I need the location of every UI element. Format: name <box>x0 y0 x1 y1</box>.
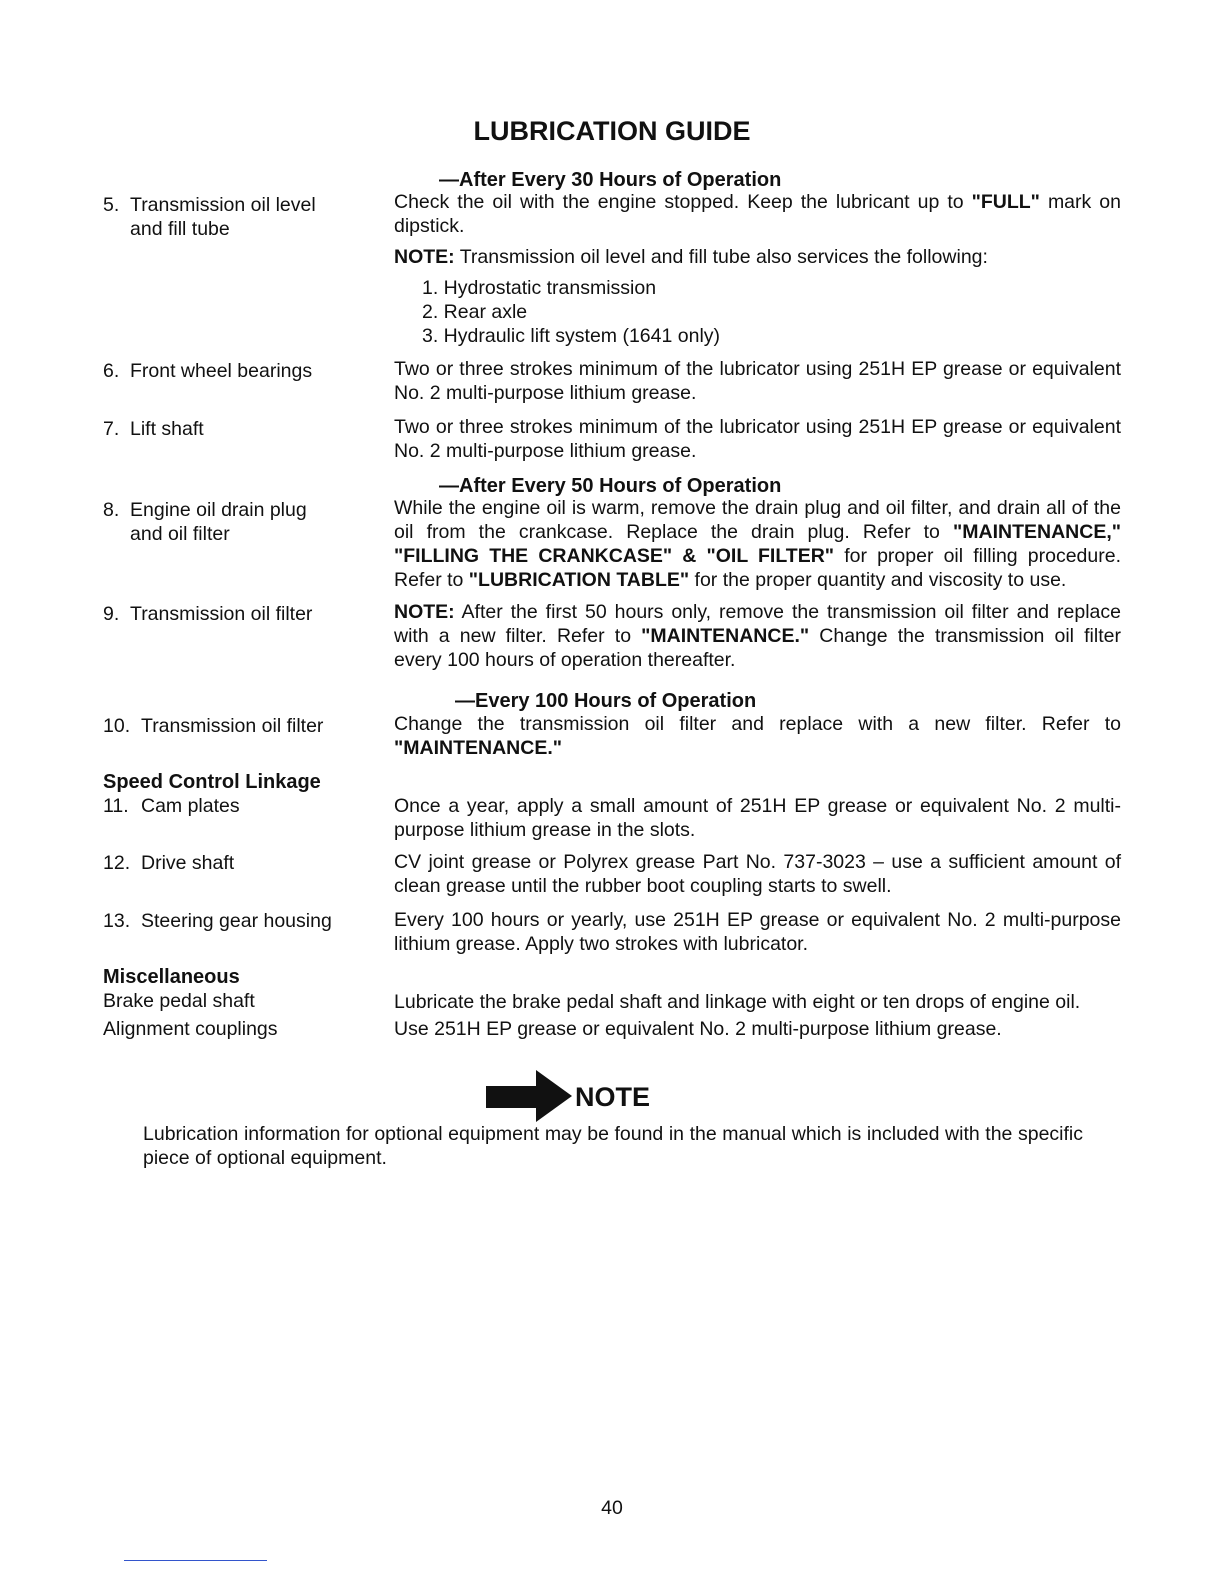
list-item: 3. Hydraulic lift system (1641 only) <box>422 325 721 347</box>
item-number: 5. <box>103 194 120 216</box>
item-label-line: Lift shaft <box>130 418 204 440</box>
item-9-description <box>394 600 1121 672</box>
services-list <box>422 276 1022 348</box>
emphasis-text: "LUBRICATION TABLE" <box>468 569 690 591</box>
item-10-label <box>103 714 363 738</box>
item-number: 6. <box>103 360 120 382</box>
item-6-description: Two or three strokes minimum of the lubricator using 251H EP grease or equivalent No. 2 multi-purpose lithium grease. <box>394 358 1121 404</box>
item-12-label <box>103 851 363 875</box>
text-run: mark on dipstick. <box>394 191 1121 237</box>
item-7-label <box>103 417 363 441</box>
note-text: Transmission oil level and fill tube also services the following: <box>454 246 988 268</box>
item-6-label <box>103 359 363 383</box>
item-label-line: and fill tube <box>130 218 230 240</box>
emphasis-text: "FULL" <box>971 191 1040 213</box>
note-text: Lubrication information for optional equipment may be found in the manual which is included with the specific piece of optional equipment. <box>143 1123 1083 1169</box>
emphasis-text: "MAINTENANCE." <box>641 625 810 647</box>
item-8-label <box>103 498 363 546</box>
group-heading-speed-control: Speed Control Linkage <box>103 771 321 793</box>
text-run: After the first 50 hours only, remove the transmission oil filter and replace with a new filter. Refer to <box>394 601 1121 647</box>
item-label-line: Steering gear housing <box>141 910 332 932</box>
item-12-description: CV joint grease or Polyrex grease Part No. 737-3023 – use a sufficient amount of clean grease until the rubber boot coupling starts to swell. <box>394 851 1121 897</box>
list-item: 2. Rear axle <box>422 301 528 323</box>
item-number: 9. <box>103 603 120 625</box>
item-13-label <box>103 909 363 933</box>
item-7-description: Two or three strokes minimum of the lubricator using 251H EP grease or equivalent No. 2 multi-purpose lithium grease. <box>394 416 1121 462</box>
note-heading: NOTE <box>575 1082 651 1112</box>
group-heading-miscellaneous: Miscellaneous <box>103 966 240 988</box>
item-13-description: Every 100 hours or yearly, use 251H EP grease or equivalent No. 2 multi-purpose lithium grease. Apply two strokes with lubricator. <box>394 909 1121 955</box>
brake-pedal-description: Lubricate the brake pedal shaft and linkage with eight or ten drops of engine oil. <box>394 991 1081 1013</box>
item-label-line: Transmission oil filter <box>141 715 324 737</box>
item-9-label <box>103 602 363 626</box>
item-8-description <box>394 496 1121 592</box>
item-label-line: Drive shaft <box>141 852 235 874</box>
item-5-label <box>103 193 363 241</box>
page-number: 40 <box>601 1497 623 1519</box>
brake-pedal-label: Brake pedal shaft <box>103 990 255 1012</box>
section-heading-30-hours: —After Every 30 Hours of Operation <box>439 169 782 191</box>
item-label-line: Cam plates <box>141 795 240 817</box>
list-item: 1. Hydrostatic transmission <box>422 277 657 299</box>
item-label-line: Transmission oil filter <box>130 603 313 625</box>
emphasis-text: "MAINTENANCE," "FILLING THE CRANKCASE" & "OIL FILTER" <box>394 521 1121 567</box>
note-label: NOTE: <box>394 246 455 268</box>
item-label-line: Engine oil drain plug <box>130 499 307 521</box>
item-label-line: Transmission oil level <box>130 194 316 216</box>
note-label: NOTE: <box>394 601 455 623</box>
item-5-description <box>394 190 1121 238</box>
item-10-description <box>394 712 1121 760</box>
item-number: 11. <box>103 795 129 817</box>
item-label-line: and oil filter <box>130 523 230 545</box>
footer-rule <box>124 1560 267 1561</box>
text-run: Change the transmission oil filter every 100 hours of operation thereafter. <box>394 625 1121 671</box>
emphasis-text: "MAINTENANCE." <box>394 737 562 759</box>
alignment-couplings-description: Use 251H EP grease or equivalent No. 2 multi-purpose lithium grease. <box>394 1018 1002 1040</box>
item-number: 7. <box>103 418 120 440</box>
item-label-line: Front wheel bearings <box>130 360 313 382</box>
page-title: LUBRICATION GUIDE <box>473 116 751 146</box>
item-number: 10. <box>103 715 131 737</box>
arrow-right-icon <box>484 1070 574 1122</box>
section-heading-100-hours: —Every 100 Hours of Operation <box>455 690 757 712</box>
item-number: 13. <box>103 910 131 932</box>
item-11-label <box>103 794 363 818</box>
alignment-couplings-label: Alignment couplings <box>103 1018 278 1040</box>
item-11-description: Once a year, apply a small amount of 251H EP grease or equivalent No. 2 multi-purpose lithium grease in the slots. <box>394 795 1121 841</box>
text-run: While the engine oil is warm, remove the drain plug and oil filter, and drain all of the oil from the crankcase. Replace the drain plug. Refer to <box>394 497 1121 543</box>
text-run: Change the transmission oil filter and replace with a new filter. Refer to <box>394 713 1121 735</box>
text-run: Check the oil with the engine stopped. Keep the lubricant up to <box>394 191 972 213</box>
item-5-note <box>394 245 1121 269</box>
text-run: for proper oil filling procedure. Refer to <box>394 545 1122 591</box>
section-heading-50-hours: —After Every 50 Hours of Operation <box>439 475 782 497</box>
text-run: for the proper quantity and viscosity to use. <box>689 569 1067 591</box>
item-number: 12. <box>103 852 131 874</box>
item-number: 8. <box>103 499 120 521</box>
